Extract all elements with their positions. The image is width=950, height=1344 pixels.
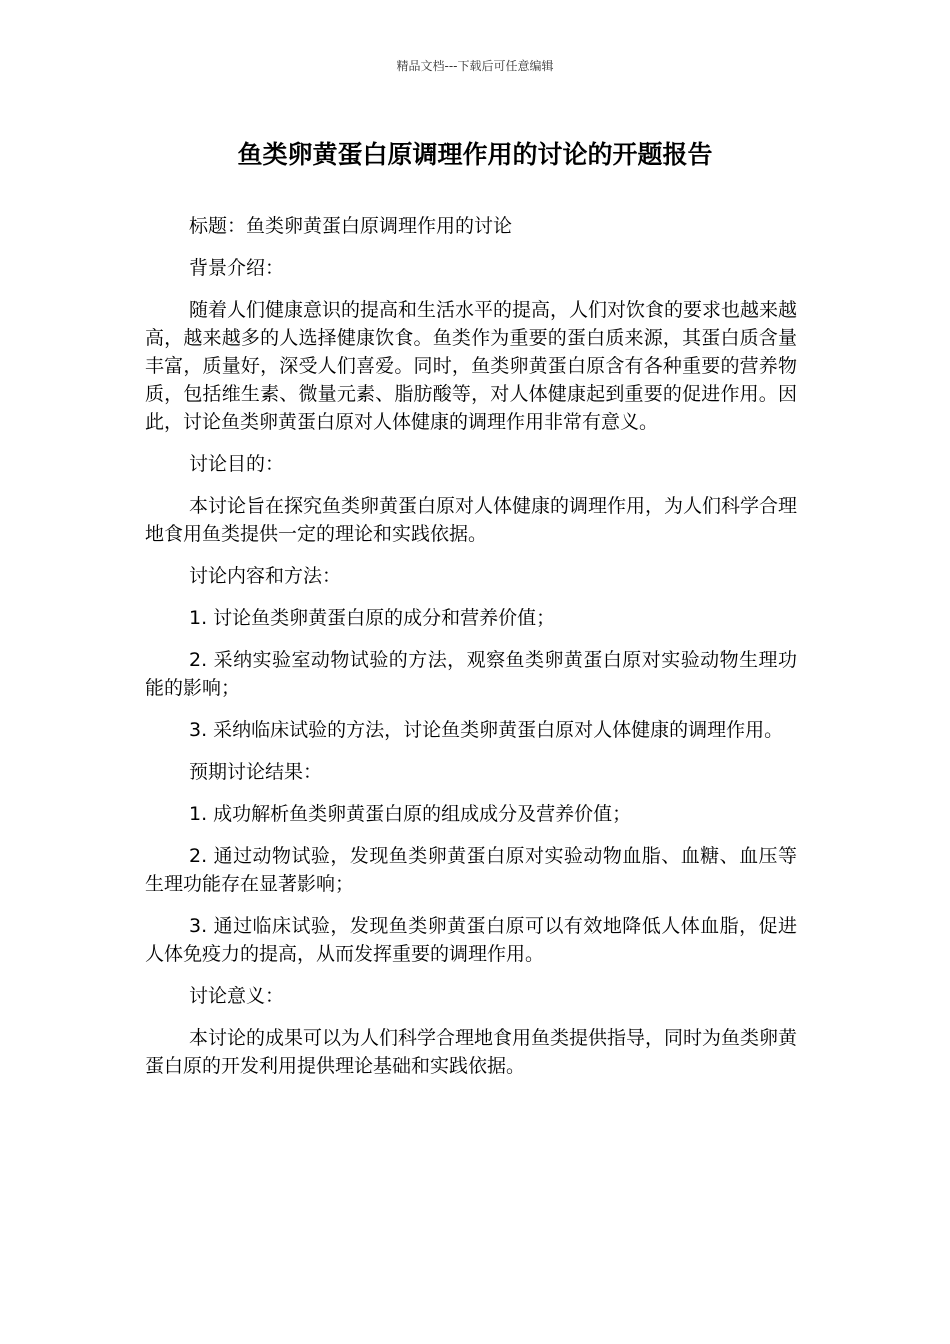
paragraph-purpose: 本讨论旨在探究鱼类卵黄蛋白原对人体健康的调理作用，为人们科学合理地食用鱼类提供一定的理论和实践依据。 — [145, 495, 798, 545]
list-item-method-1: 1. 讨论鱼类卵黄蛋白原的成分和营养价值； — [189, 607, 556, 629]
paragraph-background: 随着人们健康意识的提高和生活水平的提高，人们对饮食的要求也越来越高，越来越多的人选择健康饮食。鱼类作为重要的蛋白质来源，其蛋白质含量丰富，质量好，深受人们喜爱。同时，鱼类卵黄蛋白原含有各种重要的营养物质，包括维生素、微量元素、脂肪酸等，对人体健康起到重要的促进作用。因此，讨论鱼类卵黄蛋白原对人体健康的调理作用非常有意义。 — [145, 299, 798, 433]
section-heading-significance: 讨论意义： — [189, 985, 285, 1007]
section-heading-expected-results: 预期讨论结果： — [189, 761, 323, 783]
section-heading-purpose: 讨论目的： — [189, 453, 285, 475]
list-item-result-1: 1. 成功解析鱼类卵黄蛋白原的组成成分及营养价值； — [189, 803, 632, 825]
section-heading-background: 背景介绍： — [189, 257, 285, 279]
list-item-result-3: 3. 通过临床试验，发现鱼类卵黄蛋白原可以有效地降低人体血脂，促进人体免疫力的提高，从而发挥重要的调理作用。 — [145, 915, 797, 965]
paragraph-significance: 本讨论的成果可以为人们科学合理地食用鱼类提供指导，同时为鱼类卵黄蛋白原的开发利用提供理论基础和实践依据。 — [145, 1027, 798, 1077]
section-heading-methods: 讨论内容和方法： — [189, 565, 342, 587]
list-item-method-2: 2. 采纳实验室动物试验的方法，观察鱼类卵黄蛋白原对实验动物生理功能的影响； — [145, 649, 797, 699]
list-item-method-3: 3. 采纳临床试验的方法，讨论鱼类卵黄蛋白原对人体健康的调理作用。 — [189, 719, 784, 741]
list-item-result-2: 2. 通过动物试验，发现鱼类卵黄蛋白原对实验动物血脂、血糖、血压等生理功能存在显著影响； — [145, 845, 797, 895]
document-title: 鱼类卵黄蛋白原调理作用的讨论的开题报告 — [237, 140, 713, 169]
header-note: 精品文档---下载后可任意编辑 — [396, 59, 554, 73]
document-body — [145, 212, 797, 1094]
paragraph-title-line: 标题：鱼类卵黄蛋白原调理作用的讨论 — [189, 215, 513, 237]
